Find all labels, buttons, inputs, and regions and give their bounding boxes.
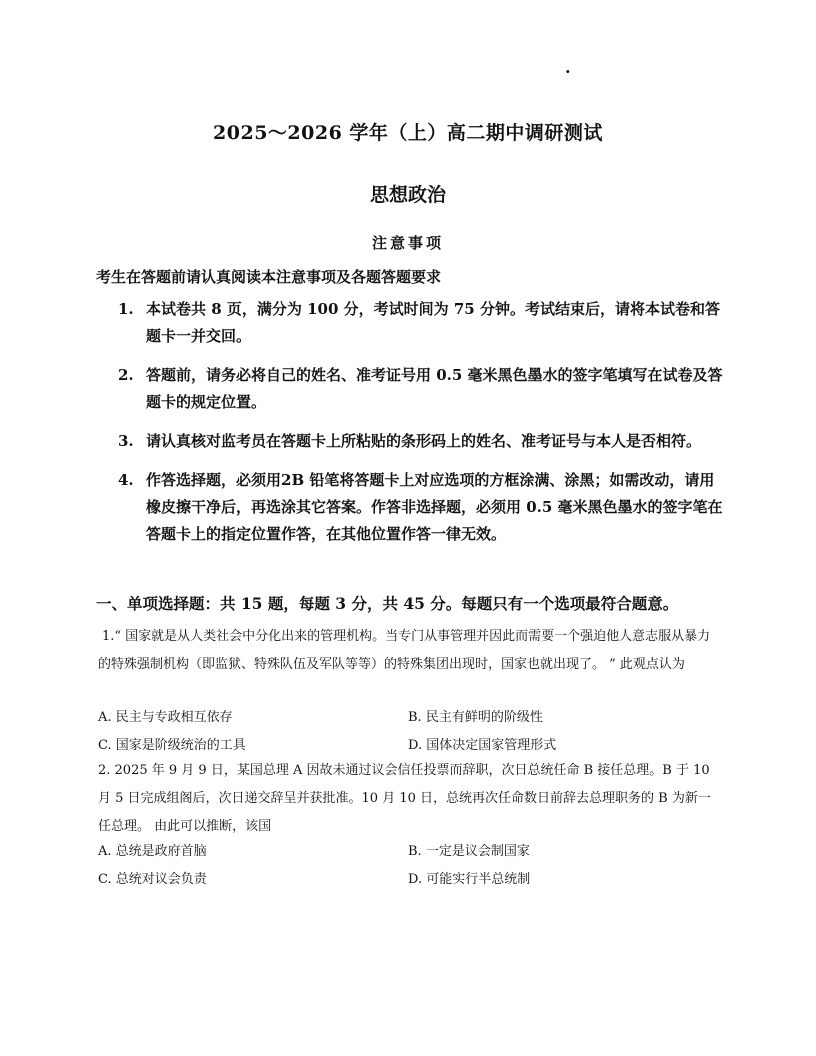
option-a: A. 总统是政府首脑 <box>98 844 207 859</box>
notice-number: 1. <box>118 300 134 318</box>
question-1-stem: 1.“ 国家就是从人类社会中分化出来的管理机构。当专门从事管理并因此而需要一个强迫他人意志服从暴力的特殊强制机构（即监狱、特殊队伍及军队等等）的特殊集团出现时，国家也就出现了。 ” 此观点认为 <box>98 629 711 672</box>
question-1-options <box>98 704 718 760</box>
option-d: D. 可能实行半总统制 <box>408 872 531 887</box>
notice-intro: 考生在答题前请认真阅读本注意事项及各题答题要求 <box>96 268 442 286</box>
option-c: C. 总统对议会负责 <box>98 872 207 887</box>
option-c: C. 国家是阶级统治的工具 <box>98 738 246 753</box>
notice-text: 请认真核对监考员在答题卡上所粘贴的条形码上的姓名、准考证号与本人是否相符。 <box>146 432 702 450</box>
subject-title: 思想政治 <box>369 184 446 206</box>
section-heading: 一、单项选择题：共 15 题，每题 3 分，共 45 分。每题只有一个选项最符合题意。 <box>96 594 679 613</box>
notice-text: 答题前，请务必将自己的姓名、准考证号用 0.5 毫米黑色墨水的签字笔填写在试卷及答题卡的规定位置。 <box>146 366 723 411</box>
option-row <box>98 866 718 894</box>
option-row <box>98 838 718 866</box>
notice-item <box>118 428 728 455</box>
exam-title: 2025～2026 学年（上）高二期中调研测试 <box>213 122 603 144</box>
option-b: B. 一定是议会制国家 <box>408 844 530 859</box>
page-mark: . <box>565 58 571 77</box>
option-d: D. 国体决定国家管理形式 <box>408 738 557 753</box>
notice-number: 2. <box>118 366 134 384</box>
notice-number: 3. <box>118 432 134 450</box>
option-b: B. 民主有鲜明的阶级性 <box>408 710 543 725</box>
notice-list <box>118 296 728 560</box>
notice-heading: 注意事项 <box>371 234 444 252</box>
question-2-options <box>98 838 718 894</box>
option-a: A. 民主与专政相互依存 <box>98 710 233 725</box>
notice-item <box>118 362 728 416</box>
notice-item <box>118 296 728 350</box>
option-row <box>98 704 718 732</box>
notice-text: 本试卷共 8 页，满分为 100 分，考试时间为 75 分钟。考试结束后，请将本试卷和答题卡一并交回。 <box>146 300 720 345</box>
notice-item <box>118 467 728 548</box>
notice-number: 4. <box>118 471 134 489</box>
option-row <box>98 732 718 760</box>
question-2-stem: 2. 2025 年 9 月 9 日，某国总理 A 因故未通过议会信任投票而辞职，次日总统任命 B 接任总理。B 于 10 月 5 日完成组阁后，次日递交辞呈并获批准。10 月 10 日，总统再次任命数日前辞去总理职务的 B 为新一任总理。 由此可以推断，该国 <box>98 763 711 834</box>
notice-text: 作答选择题，必须用2B 铅笔将答题卡上对应选项的方框涂满、涂黑；如需改动，请用橡皮擦干净后，再选涂其它答案。作答非选择题，必须用 0.5 毫米黑色墨水的签字笔在答题卡上的指定位置作答，在其他位置作答一律无效。 <box>146 471 723 543</box>
